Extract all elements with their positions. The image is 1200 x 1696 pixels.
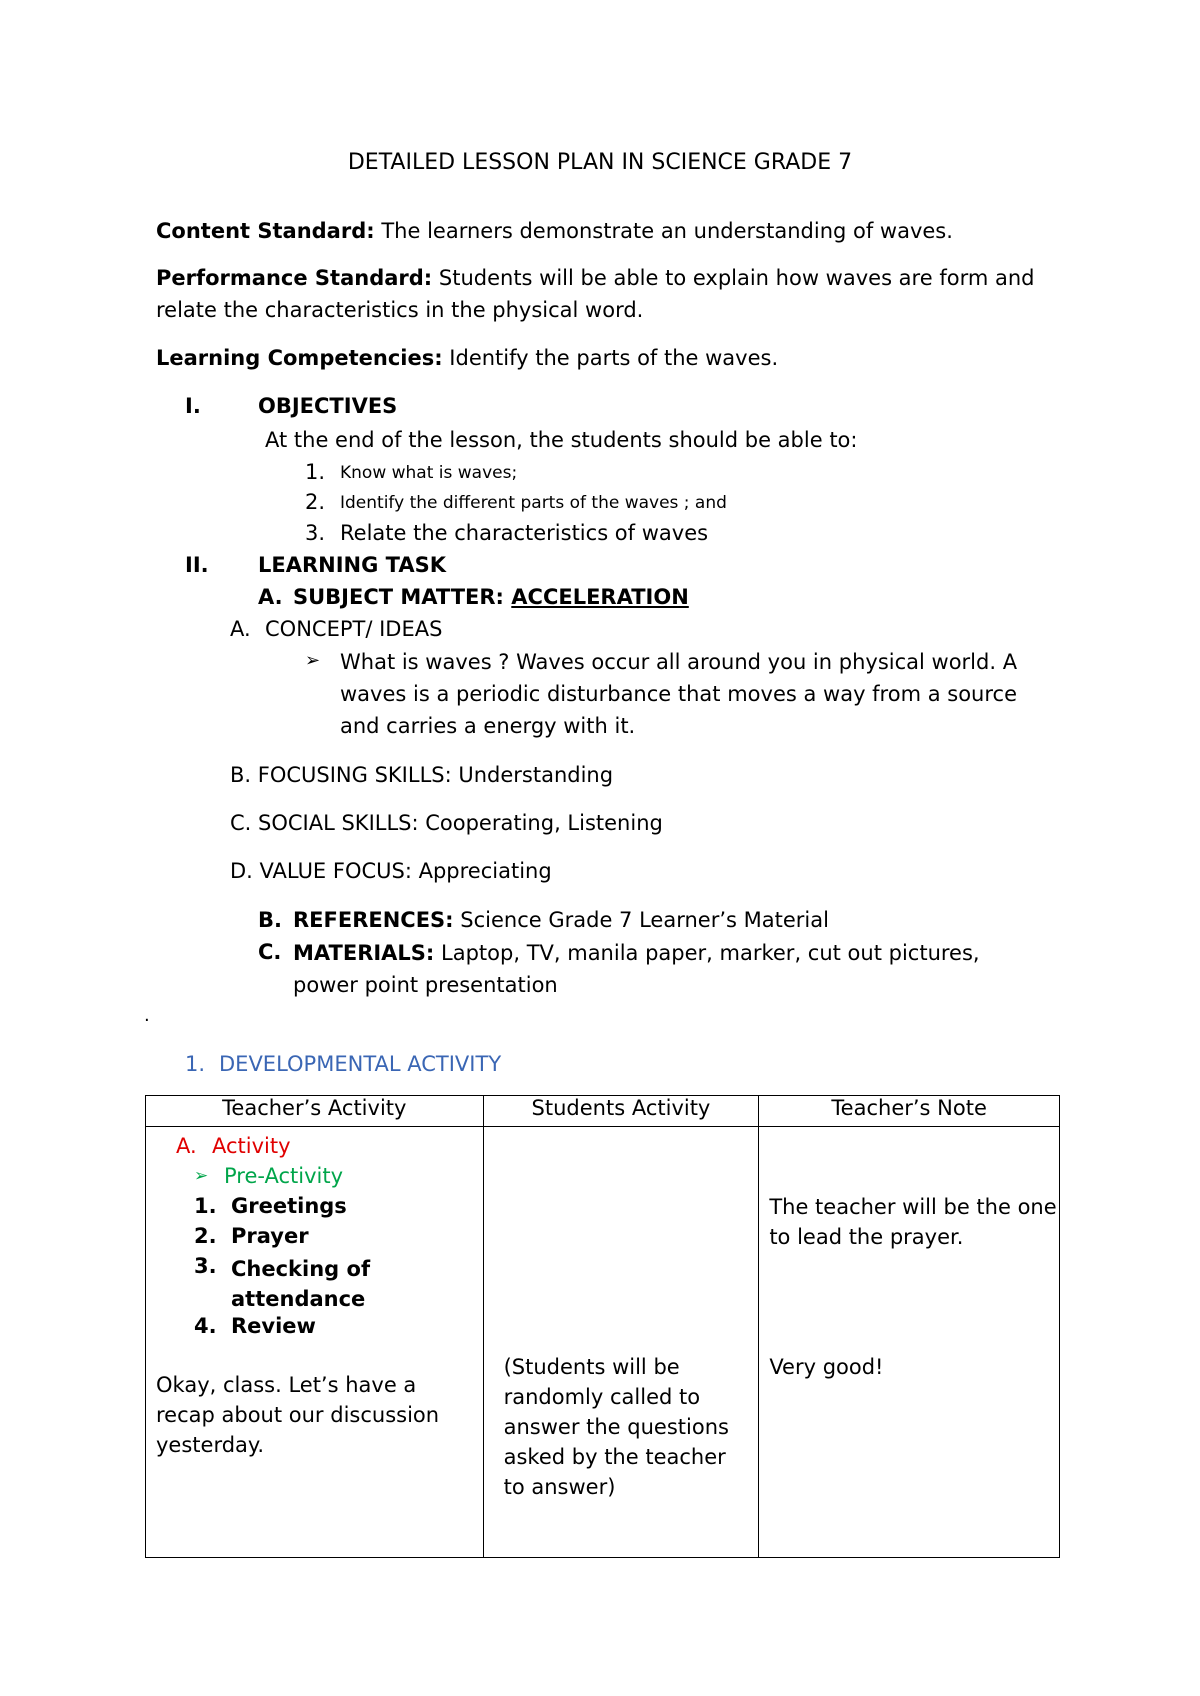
objective-1-text: Know what is waves; — [340, 463, 518, 483]
students-activity-cell — [483, 1127, 759, 1558]
objectives-intro: At the end of the lesson, the students should be able to: — [265, 428, 858, 452]
table-row — [146, 1127, 1060, 1558]
teacher-recap-text: Okay, class. Let’s have a recap about our discussion yesterday. — [156, 1373, 440, 1457]
step-4-text: Review — [231, 1314, 316, 1338]
student-response-text: (Students will be randomly called to answer the questions asked by the teacher to answer) — [503, 1355, 729, 1499]
materials-letter: C. — [258, 940, 282, 964]
teachers-note-cell — [759, 1127, 1060, 1558]
subject-matter-letter: A. — [258, 585, 283, 609]
step-4-num: 4. — [194, 1314, 217, 1338]
pre-activity-heading: Pre-Activity — [224, 1164, 344, 1188]
content-standard-text: The learners demonstrate an understanding of waves. — [381, 219, 953, 243]
references-letter: B. — [258, 908, 282, 932]
performance-standard — [156, 262, 1076, 326]
arrow-bullet-icon: ➢ — [305, 650, 321, 671]
developmental-heading: DEVELOPMENTAL ACTIVITY — [219, 1052, 502, 1076]
activity-table — [145, 1095, 1060, 1558]
note-prayer-text: The teacher will be the one to lead the prayer. — [769, 1195, 1057, 1249]
concept-label: CONCEPT/ IDEAS — [265, 617, 443, 641]
header-students-activity: Students Activity — [483, 1096, 759, 1127]
subject-matter-label: SUBJECT MATTER: — [293, 585, 504, 609]
concept-letter: A. — [230, 617, 251, 641]
objective-2-num: 2. — [305, 490, 326, 514]
activity-letter: A. — [176, 1134, 197, 1158]
references-text: Science Grade 7 Learner’s Material — [460, 908, 829, 932]
subject-matter — [293, 585, 689, 609]
step-3-text: Checking of attendance — [231, 1257, 371, 1311]
concept-text: What is waves ? Waves occur all around you in physical world. A waves is a periodic disturbance that moves a way from a source and carries a energy with it. — [340, 650, 1018, 738]
section-2-heading: LEARNING TASK — [258, 553, 447, 577]
content-standard-label: Content Standard: — [156, 219, 375, 243]
objective-3-text: Relate the characteristics of waves — [340, 521, 709, 545]
social-skills: C. SOCIAL SKILLS: Cooperating, Listening — [230, 811, 663, 835]
step-1-text: Greetings — [231, 1194, 347, 1218]
step-2-num: 2. — [194, 1224, 217, 1248]
objective-3-num: 3. — [305, 521, 326, 545]
objective-1-num: 1. — [305, 460, 326, 484]
table-header-row — [146, 1096, 1060, 1127]
materials-text: Laptop, TV, manila paper, marker, cut out pictures, power point presentation — [293, 941, 980, 997]
header-teachers-activity: Teacher’s Activity — [146, 1096, 484, 1127]
value-focus: D. VALUE FOCUS: Appreciating — [230, 859, 552, 883]
step-2-text: Prayer — [231, 1224, 309, 1248]
learning-competencies — [156, 342, 1056, 374]
focusing-skills: B. FOCUSING SKILLS: Understanding — [230, 763, 614, 787]
materials-label: MATERIALS: — [293, 941, 435, 965]
subject-matter-value: ACCELERATION — [511, 585, 689, 609]
materials — [293, 937, 1013, 1001]
learning-competencies-label: Learning Competencies: — [156, 346, 443, 370]
document-title: DETAILED LESSON PLAN IN SCIENCE GRADE 7 — [347, 150, 853, 175]
activity-heading: Activity — [212, 1134, 291, 1158]
section-1-numeral: I. — [185, 394, 201, 418]
note-good-text: Very good! — [769, 1355, 884, 1379]
pre-activity-bullet-icon: ➢ — [194, 1166, 209, 1186]
learning-competencies-text: Identify the parts of the waves. — [449, 346, 779, 370]
section-2-numeral: II. — [185, 553, 209, 577]
step-3-num: 3. — [194, 1254, 217, 1278]
objective-2-text: Identify the different parts of the waves ; and — [340, 493, 727, 513]
step-1-num: 1. — [194, 1194, 217, 1218]
content-standard — [156, 215, 1056, 247]
teacher-activity-cell — [146, 1127, 484, 1558]
references-label: REFERENCES: — [293, 908, 454, 932]
performance-standard-label: Performance Standard: — [156, 266, 433, 290]
separator-dot: . — [144, 1005, 150, 1026]
developmental-num: 1. — [185, 1052, 206, 1076]
section-1-heading: OBJECTIVES — [258, 394, 398, 418]
references — [293, 908, 829, 932]
header-teachers-note: Teacher’s Note — [759, 1096, 1060, 1127]
performance-standard-text: Students will be able to explain how waves are form and relate the characteristics in the physical word. — [156, 266, 1035, 322]
